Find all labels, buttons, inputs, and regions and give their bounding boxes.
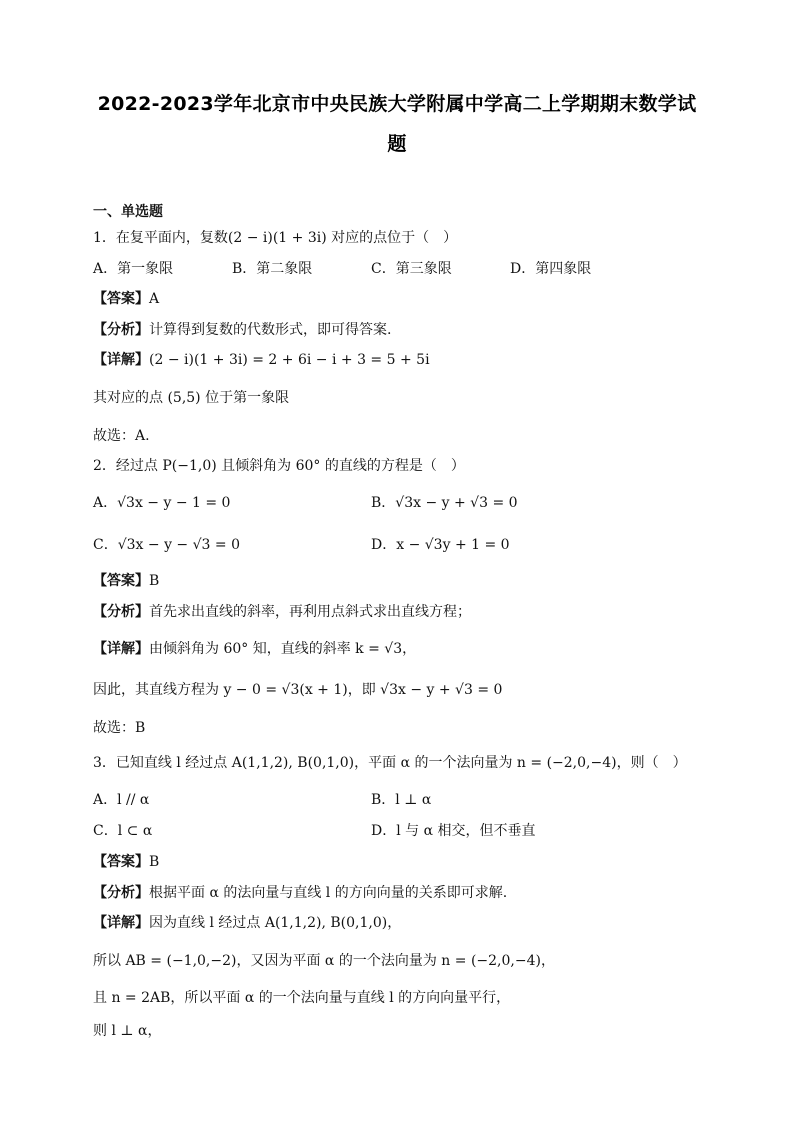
question-1-option-a: A．第一象限 [93, 261, 174, 277]
question-2-detail: 【详解】由倾斜角为 60° 知，直线的斜率 k = √3， [93, 641, 417, 657]
question-1-option-b: B．第二象限 [232, 261, 313, 277]
question-1-option-d: D．第四象限 [510, 261, 592, 277]
question-2-option-c: C．√3x − y − √3 = 0 [93, 537, 240, 553]
question-3-detail-2: 所以 AB = (−1,0,−2)，又因为平面 α 的一个法向量为 n = (−2,0,−4)， [93, 953, 555, 969]
question-1-option-c: C．第三象限 [371, 261, 452, 277]
question-3-detail-4: 则 l ⊥ α， [93, 1023, 162, 1039]
question-1-analysis: 【分析】计算得到复数的代数形式，即可得答案. [93, 322, 392, 338]
question-3-option-c: C．l ⊂ α [93, 823, 153, 839]
question-3-option-a: A．l // α [93, 792, 150, 808]
question-2-detail-2: 因此，其直线方程为 y − 0 = √3(x + 1)，即 √3x − y + √3 = 0 [93, 682, 503, 698]
question-3-analysis: 【分析】根据平面 α 的法向量与直线 l 的方向向量的关系即可求解. [93, 885, 508, 901]
question-3-option-d: D．l 与 α 相交，但不垂直 [371, 823, 536, 839]
question-2-option-d: D．x − √3y + 1 = 0 [371, 537, 510, 553]
document-title-line2: 题 [387, 133, 407, 155]
question-2-choose: 故选：B [93, 720, 146, 736]
question-1-choose: 故选：A. [93, 428, 150, 444]
question-1-stem: 1．在复平面内，复数(2 − i)(1 + 3i) 对应的点位于（ ） [93, 230, 458, 246]
question-3-answer: 【答案】B [93, 854, 160, 870]
section-heading: 一、单选题 [93, 204, 163, 220]
question-3-stem: 3．已知直线 l 经过点 A(1,1,2), B(0,1,0)，平面 α 的一个法向量为 n = (−2,0,−4)，则（ ） [93, 755, 687, 771]
question-2-option-b: B．√3x − y + √3 = 0 [371, 495, 518, 511]
question-2-option-a: A．√3x − y − 1 = 0 [93, 495, 231, 511]
question-1-answer: 【答案】A [93, 291, 160, 307]
question-2-stem: 2．经过点 P(−1,0) 且倾斜角为 60° 的直线的方程是（ ） [93, 458, 465, 474]
document-title-line1: 2022-2023学年北京市中央民族大学附属中学高二上学期期末数学试 [97, 93, 697, 115]
question-2-answer: 【答案】B [93, 573, 160, 589]
question-3-detail-3: 且 n = 2AB，所以平面 α 的一个法向量与直线 l 的方向向量平行， [93, 990, 511, 1006]
question-3-option-b: B．l ⊥ α [371, 792, 432, 808]
question-2-analysis: 【分析】首先求出直线的斜率，再利用点斜式求出直线方程； [93, 604, 471, 620]
question-1-detail: 【详解】(2 − i)(1 + 3i) = 2 + 6i − i + 3 = 5 + 5i [93, 352, 430, 368]
question-1-detail-2: 其对应的点 (5,5) 位于第一象限 [93, 390, 290, 406]
question-3-detail: 【详解】因为直线 l 经过点 A(1,1,2), B(0,1,0)， [93, 915, 402, 931]
